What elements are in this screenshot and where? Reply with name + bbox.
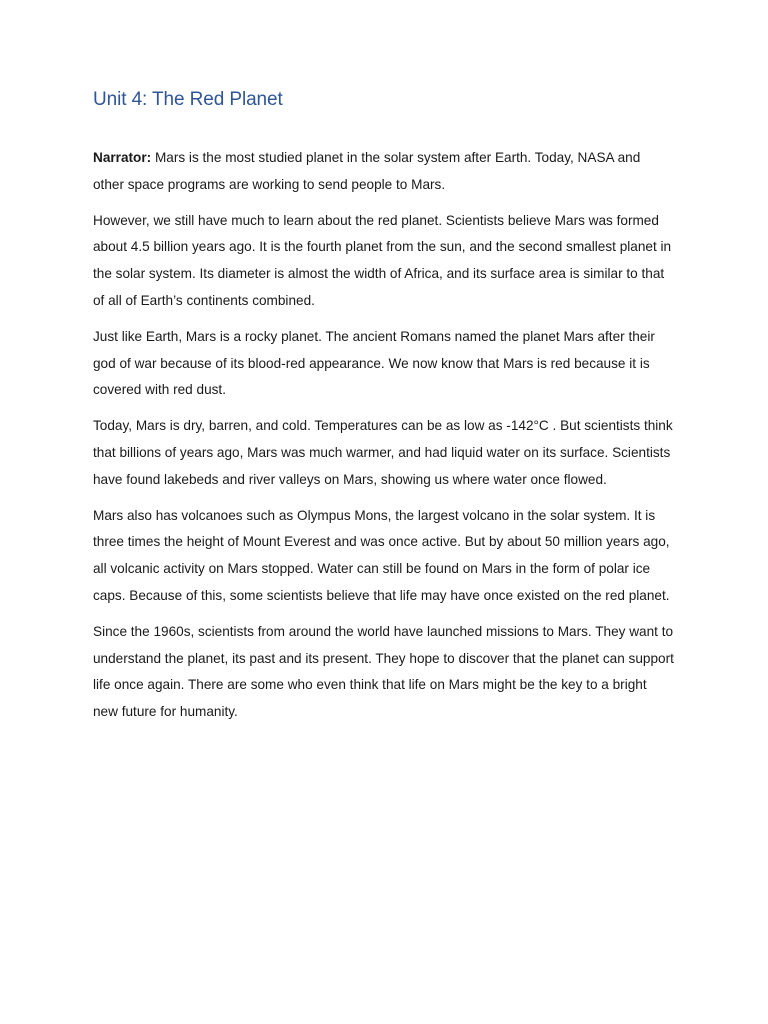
document-body: [93, 86, 675, 726]
paragraph-climate: Today, Mars is dry, barren, and cold. Temperatures can be as low as -142°C . But scientists think that billions of years ago, Mars was much warmer, and had liquid water on its surface. Scientists have found lakebeds and river valleys on Mars, showing us where water once flowed.: [93, 418, 673, 487]
speaker-label: Narrator:: [93, 150, 152, 165]
paragraph-text: Mars is the most studied planet in the solar system after Earth. Today, NASA and other space programs are working to send people to Mars.: [93, 150, 641, 192]
paragraph-narrator-intro: [93, 145, 675, 199]
paragraph-missions: Since the 1960s, scientists from around the world have launched missions to Mars. They want to understand the planet, its past and its present. They hope to discover that the planet can support life once again. There are some who even think that life on Mars might be the key to a bright new future for humanity.: [93, 623, 674, 720]
paragraph-volcanoes: Mars also has volcanoes such as Olympus Mons, the largest volcano in the solar system. It is three times the height of Mount Everest and was once active. But by about 50 million years ago, all volcanic activity on Mars stopped. Water can still be found on Mars in the form of polar ice caps. Because of this, some scientists believe that life may have once existed on the red planet.: [93, 507, 670, 603]
paragraph-rocky-planet: Just like Earth, Mars is a rocky planet. The ancient Romans named the planet Mars after their god of war because of its blood-red appearance. We now know that Mars is red because it is covered with red dust.: [93, 328, 655, 398]
document-title: Unit 4: The Red Planet: [93, 89, 283, 110]
paragraph-formation: However, we still have much to learn about the red planet. Scientists believe Mars was formed about 4.5 billion years ago. It is the fourth planet from the sun, and the second smallest planet in the solar system. Its diameter is almost the width of Africa, and its surface area is similar to that of all of Earth’s continents combined.: [93, 212, 672, 308]
